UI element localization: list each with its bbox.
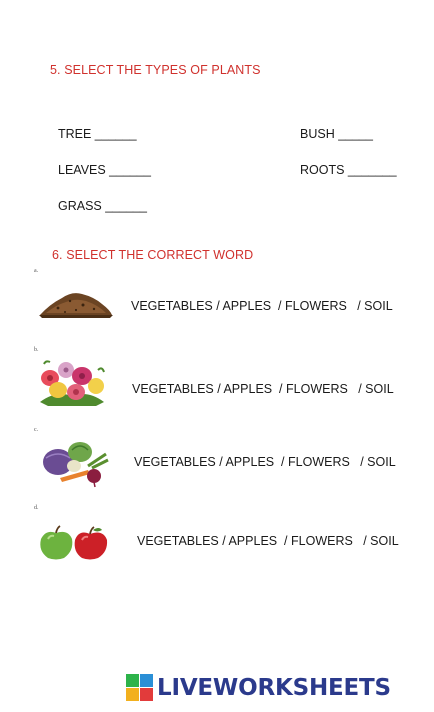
brand-name: LIVEWORKSHEETS [157,675,391,701]
row-letter-a: a. [34,268,39,274]
plant-option-leaves[interactable]: LEAVES ______ [58,163,151,177]
word-choices-c[interactable]: VEGETABLES / APPLES / FLOWERS / SOIL [134,455,396,469]
soil-pile-image [38,286,114,320]
row-letter-b: b. [34,347,39,353]
two-apples-image [38,525,110,561]
question-5-title: 5. SELECT THE TYPES OF PLANTS [50,63,261,77]
word-choices-a[interactable]: VEGETABLES / APPLES / FLOWERS / SOIL [131,299,393,313]
plant-option-tree[interactable]: TREE ______ [58,127,137,141]
row-letter-c: c. [34,427,39,433]
liveworksheets-logo [126,674,391,702]
live-logo-icon [126,674,154,702]
question-6-title: 6. SELECT THE CORRECT WORD [52,248,254,262]
row-letter-d: d. [34,505,39,511]
vegetable-basket-image [38,436,110,488]
plant-option-grass[interactable]: GRASS ______ [58,199,147,213]
word-choices-b[interactable]: VEGETABLES / APPLES / FLOWERS / SOIL [132,382,394,396]
plant-option-bush[interactable]: BUSH _____ [300,127,373,141]
word-choices-d[interactable]: VEGETABLES / APPLES / FLOWERS / SOIL [137,534,399,548]
flower-bouquet-image [36,356,108,408]
plant-option-roots[interactable]: ROOTS _______ [300,163,397,177]
